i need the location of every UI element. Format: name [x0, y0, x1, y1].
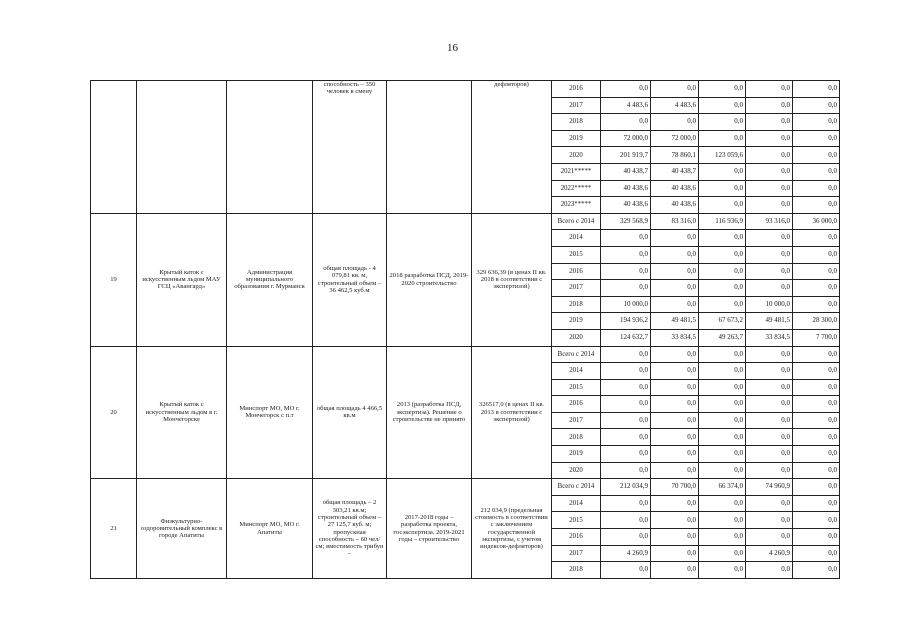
amount-cell: 0,0: [699, 296, 746, 313]
amount-cell: 0,0: [793, 529, 840, 546]
amount-cell: 0,0: [699, 263, 746, 280]
amount-cell: 0,0: [651, 495, 699, 512]
amount-cell: 0,0: [793, 363, 840, 380]
year-cell: Всего с 2014: [552, 479, 601, 496]
amount-cell: 33 834,5: [651, 329, 699, 346]
deadline-cell: 2013 (разработка ПСД, экспертиза). Решение о строительстве не принято: [387, 346, 472, 479]
year-cell: 2019: [552, 130, 601, 147]
amount-cell: 0,0: [651, 230, 699, 247]
amount-cell: 0,0: [651, 280, 699, 297]
amount-cell: 212 034,9: [601, 479, 651, 496]
amount-cell: 0,0: [746, 246, 793, 263]
customer-cell: Минспорт МО, МО г. Мончегорск с п.т: [227, 346, 313, 479]
deadline-cell: 2018 разработка ПСД, 2019-2020 строительство: [387, 213, 472, 346]
amount-cell: 0,0: [793, 263, 840, 280]
amount-cell: 0,0: [699, 230, 746, 247]
amount-cell: 0,0: [699, 280, 746, 297]
year-cell: 2020: [552, 147, 601, 164]
amount-cell: 0,0: [601, 529, 651, 546]
amount-cell: 4 260,9: [601, 545, 651, 562]
amount-cell: 0,0: [601, 81, 651, 98]
amount-cell: 0,0: [793, 296, 840, 313]
amount-cell: 0,0: [651, 412, 699, 429]
amount-cell: 0,0: [746, 462, 793, 479]
amount-cell: 0,0: [699, 562, 746, 579]
amount-cell: 10 000,0: [601, 296, 651, 313]
amount-cell: 0,0: [746, 147, 793, 164]
amount-cell: 0,0: [601, 495, 651, 512]
customer-cell: Минспорт МО, МО г. Апатиты: [227, 479, 313, 579]
amount-cell: 0,0: [699, 462, 746, 479]
amount-cell: 0,0: [699, 512, 746, 529]
amount-cell: 0,0: [601, 512, 651, 529]
estimated-cost-cell: 329 636,39 (в ценах II кв. 2018 в соответствии с экспертизой): [472, 213, 552, 346]
year-cell: 2014: [552, 230, 601, 247]
amount-cell: 7 700,0: [793, 329, 840, 346]
year-cell: 2016: [552, 81, 601, 98]
amount-cell: 40 438,6: [651, 197, 699, 214]
amount-cell: 0,0: [793, 446, 840, 463]
object-name-cell: [137, 81, 227, 214]
amount-cell: 0,0: [699, 412, 746, 429]
year-cell: 2019: [552, 313, 601, 330]
amount-cell: 93 316,0: [746, 213, 793, 230]
amount-cell: 0,0: [601, 280, 651, 297]
amount-cell: 0,0: [793, 147, 840, 164]
amount-cell: 0,0: [746, 379, 793, 396]
year-cell: Всего с 2014: [552, 213, 601, 230]
amount-cell: 0,0: [651, 296, 699, 313]
page-number: 16: [447, 42, 458, 54]
amount-cell: 67 673,2: [699, 313, 746, 330]
amount-cell: 0,0: [651, 446, 699, 463]
customer-cell: Администрация муниципального образования г. Мурманск: [227, 213, 313, 346]
year-cell: 2020: [552, 462, 601, 479]
object-number-cell: 21: [91, 479, 137, 579]
amount-cell: 0,0: [746, 81, 793, 98]
amount-cell: 0,0: [699, 529, 746, 546]
amount-cell: 0,0: [793, 545, 840, 562]
amount-cell: 74 960,9: [746, 479, 793, 496]
amount-cell: 0,0: [746, 446, 793, 463]
amount-cell: 0,0: [651, 114, 699, 131]
amount-cell: 0,0: [699, 363, 746, 380]
amount-cell: 40 438,7: [601, 163, 651, 180]
year-cell: 2015: [552, 246, 601, 263]
amount-cell: 0,0: [793, 379, 840, 396]
amount-cell: 0,0: [746, 180, 793, 197]
amount-cell: 0,0: [699, 379, 746, 396]
year-cell: 2014: [552, 495, 601, 512]
amount-cell: 40 438,6: [601, 180, 651, 197]
table-row: [91, 81, 840, 98]
year-cell: 2017: [552, 280, 601, 297]
amount-cell: 0,0: [699, 197, 746, 214]
amount-cell: 0,0: [746, 263, 793, 280]
year-cell: 2022*****: [552, 180, 601, 197]
amount-cell: 0,0: [601, 462, 651, 479]
amount-cell: 83 316,0: [651, 213, 699, 230]
year-cell: 2018: [552, 114, 601, 131]
amount-cell: 0,0: [651, 396, 699, 413]
amount-cell: 4 260,9: [746, 545, 793, 562]
amount-cell: 0,0: [601, 114, 651, 131]
amount-cell: 0,0: [699, 246, 746, 263]
amount-cell: 0,0: [793, 396, 840, 413]
amount-cell: 0,0: [651, 346, 699, 363]
amount-cell: 0,0: [746, 197, 793, 214]
amount-cell: 0,0: [651, 246, 699, 263]
table-body: [91, 81, 840, 579]
amount-cell: 0,0: [699, 81, 746, 98]
amount-cell: 0,0: [601, 363, 651, 380]
amount-cell: 0,0: [699, 97, 746, 114]
amount-cell: 0,0: [699, 396, 746, 413]
amount-cell: 0,0: [601, 230, 651, 247]
amount-cell: 0,0: [651, 429, 699, 446]
amount-cell: 0,0: [699, 545, 746, 562]
amount-cell: 0,0: [601, 429, 651, 446]
deadline-cell: 2017-2018 годы – разработка проекта, госэкспертиза. 2019-2021 годы – строительство: [387, 479, 472, 579]
amount-cell: 0,0: [601, 246, 651, 263]
year-cell: 2017: [552, 545, 601, 562]
amount-cell: 28 300,0: [793, 313, 840, 330]
amount-cell: 33 834,5: [746, 329, 793, 346]
amount-cell: 0,0: [793, 180, 840, 197]
year-cell: 2018: [552, 296, 601, 313]
amount-cell: 78 860,1: [651, 147, 699, 164]
amount-cell: 40 438,6: [601, 197, 651, 214]
year-cell: Всего с 2014: [552, 346, 601, 363]
amount-cell: 0,0: [793, 280, 840, 297]
amount-cell: 116 936,9: [699, 213, 746, 230]
amount-cell: 0,0: [699, 495, 746, 512]
amount-cell: 0,0: [793, 81, 840, 98]
amount-cell: 0,0: [601, 396, 651, 413]
year-cell: 2015: [552, 512, 601, 529]
amount-cell: 0,0: [746, 495, 793, 512]
amount-cell: 0,0: [601, 346, 651, 363]
amount-cell: 0,0: [699, 446, 746, 463]
estimated-cost-cell: 212 034,9 (предельная стоимость в соответствии с заключением государственной экспертизы, с учетом индексов-дефляторов): [472, 479, 552, 579]
amount-cell: 66 374,0: [699, 479, 746, 496]
amount-cell: 72 000,0: [601, 130, 651, 147]
amount-cell: 0,0: [793, 562, 840, 579]
amount-cell: 0,0: [651, 379, 699, 396]
amount-cell: 0,0: [699, 163, 746, 180]
amount-cell: 0,0: [746, 363, 793, 380]
year-cell: 2015: [552, 379, 601, 396]
amount-cell: 0,0: [793, 495, 840, 512]
object-number-cell: 20: [91, 346, 137, 479]
amount-cell: 0,0: [793, 114, 840, 131]
amount-cell: 0,0: [793, 512, 840, 529]
amount-cell: 0,0: [651, 512, 699, 529]
year-cell: 2016: [552, 263, 601, 280]
amount-cell: 49 481,5: [651, 313, 699, 330]
amount-cell: 0,0: [746, 97, 793, 114]
amount-cell: 4 483,6: [601, 97, 651, 114]
amount-cell: 0,0: [601, 379, 651, 396]
amount-cell: 194 936,2: [601, 313, 651, 330]
amount-cell: 0,0: [699, 180, 746, 197]
amount-cell: 0,0: [793, 462, 840, 479]
table-row: [91, 479, 840, 496]
amount-cell: 0,0: [793, 97, 840, 114]
amount-cell: 4 483,6: [651, 97, 699, 114]
year-cell: 2017: [552, 412, 601, 429]
capacity-cell: способность – 350 человек в смену: [313, 81, 387, 214]
estimated-cost-cell: дефляторов): [472, 81, 552, 214]
amount-cell: 0,0: [793, 412, 840, 429]
amount-cell: 0,0: [793, 163, 840, 180]
estimated-cost-cell: 326517,0 (в ценах II кв. 2013 в соответствии с экспертизой): [472, 346, 552, 479]
amount-cell: 0,0: [793, 230, 840, 247]
amount-cell: 0,0: [746, 130, 793, 147]
year-cell: 2018: [552, 562, 601, 579]
amount-cell: 0,0: [793, 246, 840, 263]
amount-cell: 40 438,7: [651, 163, 699, 180]
amount-cell: 36 000,0: [793, 213, 840, 230]
customer-cell: [227, 81, 313, 214]
amount-cell: 0,0: [793, 130, 840, 147]
object-number-cell: 19: [91, 213, 137, 346]
amount-cell: 0,0: [601, 446, 651, 463]
amount-cell: 0,0: [651, 462, 699, 479]
deadline-cell: [387, 81, 472, 214]
amount-cell: 0,0: [699, 114, 746, 131]
table-row: [91, 213, 840, 230]
amount-cell: 123 059,6: [699, 147, 746, 164]
amount-cell: 0,0: [746, 529, 793, 546]
amount-cell: 0,0: [601, 562, 651, 579]
amount-cell: 0,0: [746, 280, 793, 297]
year-cell: 2018: [552, 429, 601, 446]
amount-cell: 0,0: [651, 81, 699, 98]
year-cell: 2020: [552, 329, 601, 346]
amount-cell: 0,0: [746, 512, 793, 529]
object-name-cell: Крытый каток с искусственным льдом МАУ ГСЦ «Авангард»: [137, 213, 227, 346]
year-cell: 2023*****: [552, 197, 601, 214]
amount-cell: 329 568,9: [601, 213, 651, 230]
amount-cell: 201 919,7: [601, 147, 651, 164]
amount-cell: 0,0: [746, 412, 793, 429]
investment-table: [90, 80, 840, 579]
capacity-cell: общая площадь 4 466,5 кв.м: [313, 346, 387, 479]
amount-cell: 0,0: [793, 479, 840, 496]
amount-cell: 0,0: [699, 346, 746, 363]
amount-cell: 0,0: [793, 429, 840, 446]
amount-cell: 70 700,0: [651, 479, 699, 496]
amount-cell: 72 000,0: [651, 130, 699, 147]
amount-cell: 0,0: [793, 346, 840, 363]
amount-cell: 0,0: [746, 346, 793, 363]
amount-cell: 0,0: [746, 114, 793, 131]
capacity-cell: общая площадь – 2 303,21 кв.м; строительный объем – 27 125,7 куб. м; пропускная способность – 60 чел/см; вместимость трибун –: [313, 479, 387, 579]
amount-cell: 0,0: [746, 396, 793, 413]
amount-cell: 0,0: [651, 545, 699, 562]
amount-cell: 0,0: [699, 130, 746, 147]
amount-cell: 49 481,5: [746, 313, 793, 330]
amount-cell: 0,0: [793, 197, 840, 214]
amount-cell: 0,0: [651, 363, 699, 380]
amount-cell: 49 263,7: [699, 329, 746, 346]
object-number-cell: [91, 81, 137, 214]
object-name-cell: Физкультурно-оздоровительный комплекс в городе Апатиты: [137, 479, 227, 579]
amount-cell: 0,0: [601, 263, 651, 280]
amount-cell: 0,0: [746, 429, 793, 446]
year-cell: 2014: [552, 363, 601, 380]
year-cell: 2016: [552, 529, 601, 546]
amount-cell: 0,0: [651, 529, 699, 546]
year-cell: 2016: [552, 396, 601, 413]
amount-cell: 10 000,0: [746, 296, 793, 313]
year-cell: 2021*****: [552, 163, 601, 180]
capacity-cell: общая площадь - 4 079,81 кв. м, строительный объем – 36 462,5 куб.м: [313, 213, 387, 346]
amount-cell: 0,0: [699, 429, 746, 446]
amount-cell: 0,0: [746, 562, 793, 579]
amount-cell: 0,0: [746, 163, 793, 180]
year-cell: 2019: [552, 446, 601, 463]
amount-cell: 124 632,7: [601, 329, 651, 346]
amount-cell: 0,0: [746, 230, 793, 247]
table-row: [91, 346, 840, 363]
object-name-cell: Крытый каток с искусственным льдом в г. Мончегорске: [137, 346, 227, 479]
amount-cell: 0,0: [651, 562, 699, 579]
amount-cell: 0,0: [601, 412, 651, 429]
amount-cell: 0,0: [651, 263, 699, 280]
amount-cell: 40 438,6: [651, 180, 699, 197]
year-cell: 2017: [552, 97, 601, 114]
